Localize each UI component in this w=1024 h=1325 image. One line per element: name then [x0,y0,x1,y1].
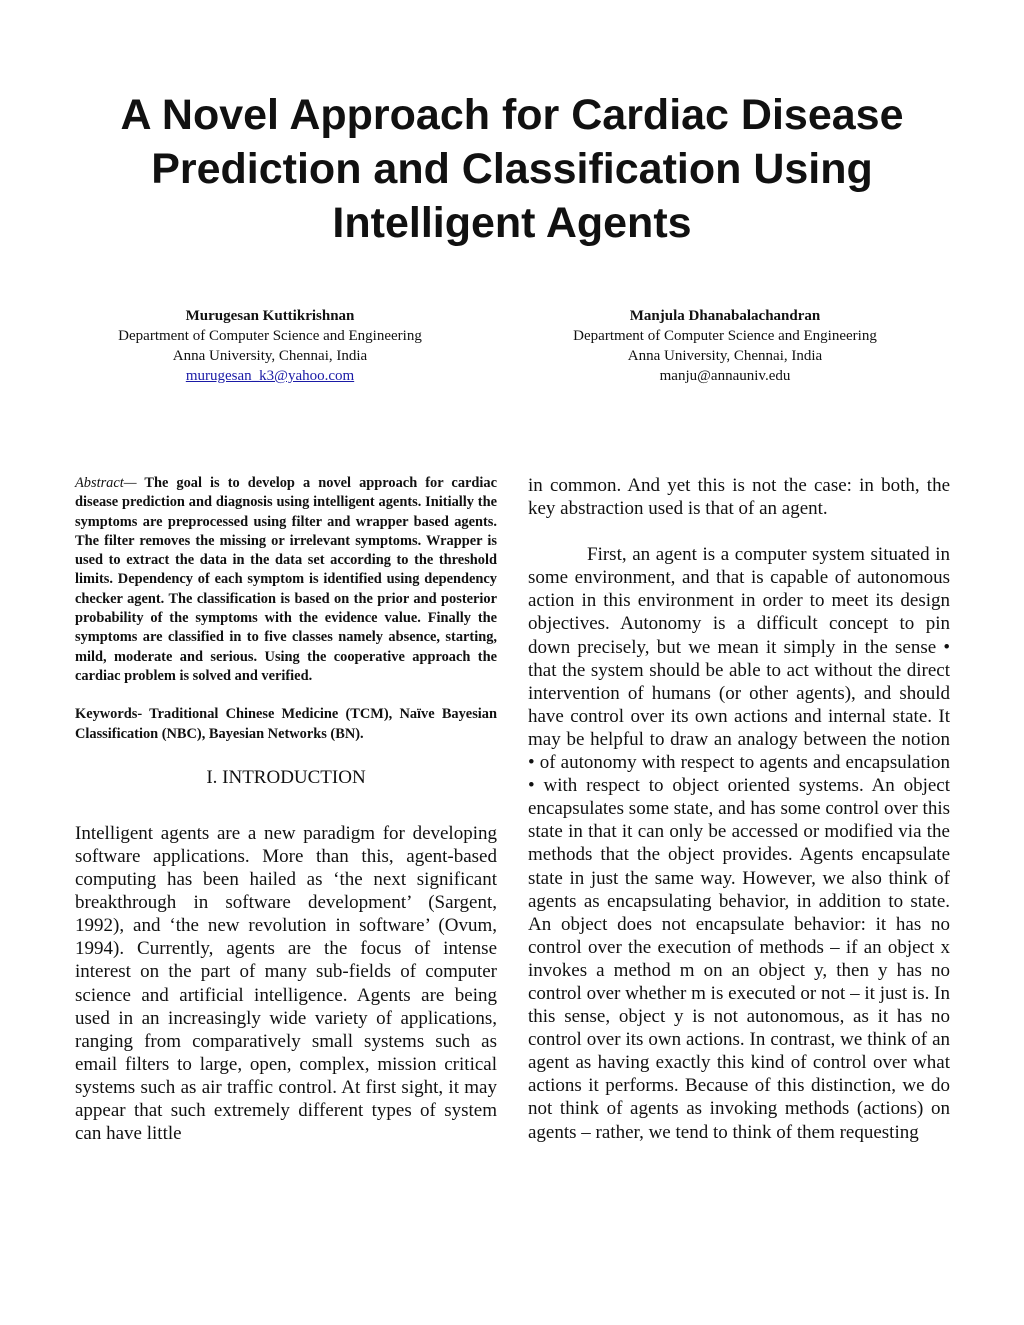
paper-title [60,88,964,250]
keywords: Keywords- Traditional Chinese Medicine (TCM), Naïve Bayesian Classification (NBC), Bayesian Networks (BN). [75,706,497,742]
abstract-text: The goal is to develop a novel approach for cardiac disease prediction and diagnosis using intelligent agents. Initially the symptoms are preprocessed using filter and wrapper based agents. The filter removes the missing or irrelevant symptoms. Wrapper is used to extract the data in the data set according to the threshold limits. Dependency of each symptom is identified using dependency checker agent. The classification is based on the prior and posterior probability of the symptoms with the evidence value. Finally the symptoms are classified in to five classes namely absence, starting, mild, moderate and serious. Using the cooperative approach the cardiac problem is solved and verified. [75,475,497,684]
body-paragraph-2: First, an agent is a computer system situated in some environment, and that is capable of autonomous action in this environment in order to meet its design objectives. Autonomy is a difficult concept to pin down precisely, but we mean it simply in the sense • that the system should be able to act without the direct intervention of humans (or other agents), and should have control over its own actions and internal state. It may be helpful to draw an analogy between the notion • of autonomy with respect to agents and encapsulation • with respect to object oriented systems. An object encapsulates some state, and has some control over this state in that it can only be accessed or modified via the methods that the object provides. Agents encapsulate state in just the same way. However, we also think of agents as encapsulating behavior, in addition to state. An object does not encapsulate behavior: it has no control over the execution of methods – if an object x invokes a method m on an object y, then y has no control over whether m is executed or not – it just is. In this sense, object y is not autonomous, as it has no control over its own actions. In contrast, we think of an agent as having exactly this kind of control over what actions it performs. Because of this distinction, we do not think of agents as invoking methods (actions) on agents – rather, we tend to think of them requesting [528,544,950,1143]
abstract [75,474,497,686]
author-affiliation: Anna University, Chennai, India [627,348,823,364]
title-line-1: A Novel Approach for Cardiac Disease [120,91,904,139]
author-affiliation: Anna University, Chennai, India [172,348,368,364]
body-paragraph-1: in common. And yet this is not the case: in both, the key abstraction used is that of an agent. [528,475,950,520]
title-line-2: Prediction and Classification Using [151,145,873,193]
author-email: manju@annauniv.edu [659,368,791,384]
abstract-label: Abstract— [75,475,137,491]
author-email-link[interactable]: murugesan_k3@yahoo.com [185,368,355,384]
author-block-1 [80,306,460,386]
author-department: Department of Computer Science and Engineering [118,328,422,344]
left-column [75,474,497,1145]
right-column [528,474,950,1144]
author-department: Department of Computer Science and Engineering [573,328,877,344]
section-heading-introduction: I. INTRODUCTION [206,766,366,788]
intro-paragraph: Intelligent agents are a new paradigm for developing software applications. More than this, agent-based computing has been hailed as ‘the next significant breakthrough in software development’ (Sargent, 1992), and ‘the new revolution in software’ (Ovum, 1994). Currently, agents are the focus of intense interest on the part of many sub-fields of computer science and artificial intelligence. Agents are being used in an increasingly wide variety of applications, ranging from comparatively small systems such as email filters to large, open, complex, mission critical systems such as air traffic control. At first sight, it may appear that such extremely different types of system can have little [75,822,497,1145]
author-name: Murugesan Kuttikrishnan [185,308,355,324]
author-block-2 [535,306,915,386]
title-line-3: Intelligent Agents [332,199,692,247]
author-name: Manjula Dhanabalachandran [629,308,821,324]
